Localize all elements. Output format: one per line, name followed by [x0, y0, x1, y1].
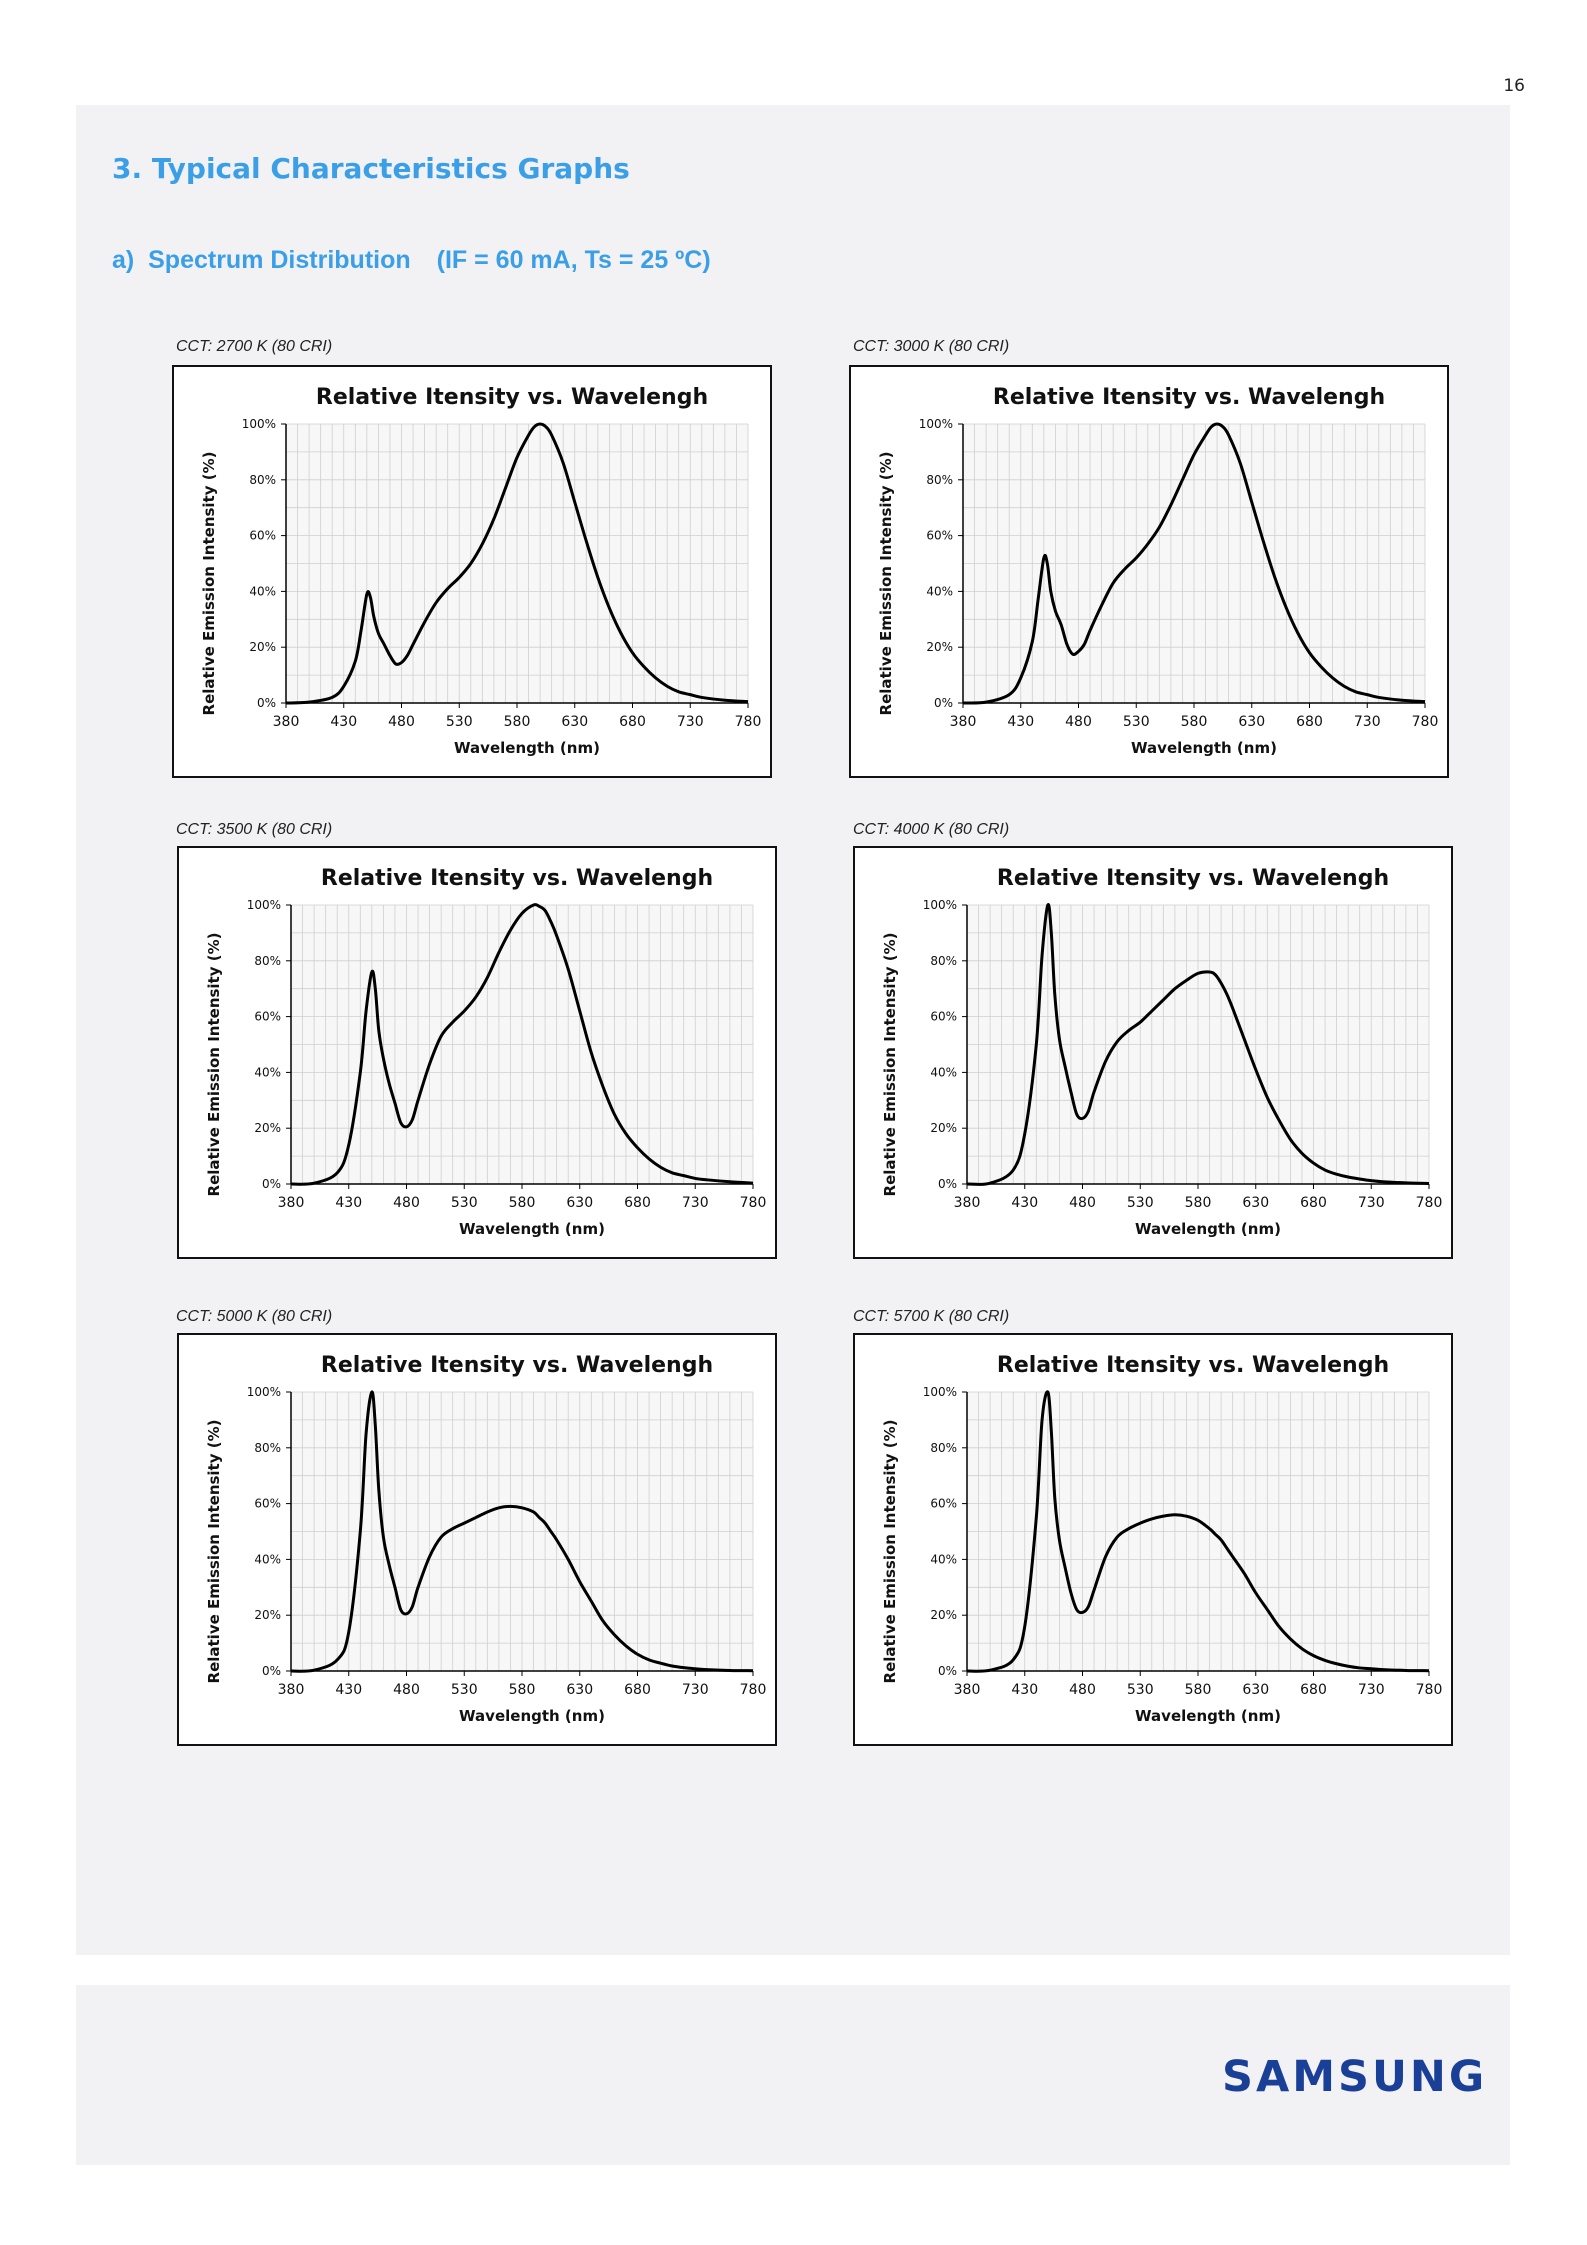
x-tick-label: 480 [1069, 1195, 1096, 1211]
x-tick-label: 580 [1184, 1195, 1212, 1211]
x-tick-label: 780 [1411, 714, 1439, 730]
section-title: 3. Typical Characteristics Graphs [112, 152, 630, 185]
x-tick-label: 530 [450, 1682, 478, 1698]
x-tick-label: 780 [734, 714, 762, 730]
y-axis-label: Relative Emission Intensity (%) [200, 451, 218, 716]
x-tick-label: 380 [272, 714, 300, 730]
x-tick-label: 730 [1353, 714, 1381, 730]
measurement-conditions: (IF = 60 mA, Ts = 25 ºC) [436, 246, 711, 274]
x-tick-label: 680 [1300, 1682, 1327, 1698]
x-tick-label: 630 [1242, 1682, 1270, 1698]
chart-title: Relative Itensity vs. Wavelengh [315, 385, 709, 410]
y-tick-label: 40% [930, 1065, 957, 1080]
x-tick-label: 680 [1300, 1195, 1327, 1211]
chart-caption: CCT: 3500 K (80 CRI) [176, 821, 333, 838]
chart-title: Relative Itensity vs. Wavelengh [320, 866, 714, 891]
x-tick-label: 430 [330, 714, 358, 730]
chart-caption: CCT: 5700 K (80 CRI) [853, 1308, 1010, 1325]
y-tick-label: 80% [254, 1440, 281, 1455]
y-tick-label: 100% [246, 898, 281, 912]
chart-title: Relative Itensity vs. Wavelengh [996, 866, 1390, 891]
x-tick-label: 780 [1415, 1682, 1443, 1698]
y-tick-label: 60% [930, 1009, 957, 1024]
x-tick-label: 380 [953, 1682, 981, 1698]
x-tick-label: 730 [1357, 1195, 1385, 1211]
x-tick-label: 580 [508, 1195, 536, 1211]
x-tick-label: 780 [1415, 1195, 1443, 1211]
x-tick-label: 780 [739, 1682, 767, 1698]
y-tick-label: 80% [926, 472, 953, 487]
x-tick-label: 480 [1065, 714, 1092, 730]
x-axis-label: Wavelength (nm) [1131, 739, 1277, 757]
chart-title: Relative Itensity vs. Wavelengh [996, 1353, 1390, 1378]
chart-svg [179, 1335, 775, 1744]
x-tick-label: 530 [445, 714, 473, 730]
chart-svg [174, 367, 770, 776]
chart-svg [179, 848, 775, 1257]
x-tick-label: 430 [1011, 1682, 1039, 1698]
y-tick-label: 80% [254, 953, 281, 968]
x-tick-label: 430 [1007, 714, 1035, 730]
y-tick-label: 100% [922, 898, 957, 912]
x-tick-label: 480 [393, 1195, 420, 1211]
chart-svg [851, 367, 1447, 776]
chart-caption: CCT: 4000 K (80 CRI) [853, 821, 1010, 838]
x-tick-label: 530 [1126, 1195, 1154, 1211]
y-tick-label: 20% [930, 1608, 957, 1623]
y-tick-label: 40% [930, 1552, 957, 1567]
x-axis-label: Wavelength (nm) [1135, 1220, 1281, 1238]
x-tick-label: 430 [1011, 1195, 1039, 1211]
x-tick-label: 530 [1126, 1682, 1154, 1698]
chart-caption: CCT: 5000 K (80 CRI) [176, 1308, 333, 1325]
x-tick-label: 480 [1069, 1682, 1096, 1698]
x-tick-label: 630 [1238, 714, 1266, 730]
y-tick-label: 60% [254, 1496, 281, 1511]
subsection-label: a) Spectrum Distribution [112, 246, 411, 274]
y-tick-label: 20% [930, 1121, 957, 1136]
y-tick-label: 0% [256, 696, 276, 710]
x-tick-label: 730 [676, 714, 704, 730]
y-tick-label: 60% [930, 1496, 957, 1511]
x-tick-label: 730 [1357, 1682, 1385, 1698]
y-tick-label: 100% [241, 417, 276, 431]
y-axis-label: Relative Emission Intensity (%) [205, 932, 223, 1197]
x-axis-label: Wavelength (nm) [454, 739, 600, 757]
y-tick-label: 100% [246, 1385, 281, 1399]
y-axis-label: Relative Emission Intensity (%) [881, 1419, 899, 1684]
chart-caption: CCT: 2700 K (80 CRI) [176, 338, 333, 355]
x-axis-label: Wavelength (nm) [459, 1220, 605, 1238]
y-tick-label: 0% [937, 1177, 957, 1191]
y-tick-label: 0% [933, 696, 953, 710]
x-axis-label: Wavelength (nm) [459, 1707, 605, 1725]
x-tick-label: 530 [1122, 714, 1150, 730]
x-tick-label: 630 [566, 1195, 594, 1211]
y-tick-label: 0% [261, 1664, 281, 1678]
y-axis-label: Relative Emission Intensity (%) [877, 451, 895, 716]
spectrum-chart [177, 1333, 777, 1746]
y-tick-label: 80% [930, 953, 957, 968]
y-tick-label: 20% [254, 1608, 281, 1623]
x-tick-label: 580 [503, 714, 531, 730]
chart-svg [855, 848, 1451, 1257]
y-tick-label: 40% [254, 1065, 281, 1080]
y-tick-label: 40% [249, 584, 276, 599]
x-tick-label: 630 [566, 1682, 594, 1698]
spectrum-chart [177, 846, 777, 1259]
y-tick-label: 100% [918, 417, 953, 431]
y-tick-label: 0% [937, 1664, 957, 1678]
y-tick-label: 40% [254, 1552, 281, 1567]
x-tick-label: 730 [681, 1682, 709, 1698]
x-tick-label: 580 [1180, 714, 1208, 730]
x-axis-label: Wavelength (nm) [1135, 1707, 1281, 1725]
x-tick-label: 680 [619, 714, 646, 730]
chart-title: Relative Itensity vs. Wavelengh [320, 1353, 714, 1378]
spectrum-chart [853, 846, 1453, 1259]
x-tick-label: 430 [335, 1682, 363, 1698]
chart-svg [855, 1335, 1451, 1744]
y-tick-label: 100% [922, 1385, 957, 1399]
y-tick-label: 80% [930, 1440, 957, 1455]
x-tick-label: 580 [508, 1682, 536, 1698]
x-tick-label: 680 [624, 1195, 651, 1211]
y-tick-label: 0% [261, 1177, 281, 1191]
y-tick-label: 80% [249, 472, 276, 487]
subsection-title [112, 246, 711, 275]
y-tick-label: 60% [249, 528, 276, 543]
x-tick-label: 380 [277, 1682, 305, 1698]
y-axis-label: Relative Emission Intensity (%) [205, 1419, 223, 1684]
x-tick-label: 430 [335, 1195, 363, 1211]
y-tick-label: 60% [926, 528, 953, 543]
x-tick-label: 680 [1296, 714, 1323, 730]
chart-title: Relative Itensity vs. Wavelengh [992, 385, 1386, 410]
x-tick-label: 680 [624, 1682, 651, 1698]
page-number: 16 [1503, 76, 1525, 96]
x-tick-label: 580 [1184, 1682, 1212, 1698]
x-tick-label: 380 [953, 1195, 981, 1211]
x-tick-label: 380 [949, 714, 977, 730]
samsung-logo: SAMSUNG [1222, 2052, 1488, 2102]
chart-caption: CCT: 3000 K (80 CRI) [853, 338, 1010, 355]
x-tick-label: 630 [1242, 1195, 1270, 1211]
x-tick-label: 480 [393, 1682, 420, 1698]
y-axis-label: Relative Emission Intensity (%) [881, 932, 899, 1197]
x-tick-label: 480 [388, 714, 415, 730]
y-tick-label: 60% [254, 1009, 281, 1024]
y-tick-label: 20% [249, 640, 276, 655]
x-tick-label: 730 [681, 1195, 709, 1211]
spectrum-chart [853, 1333, 1453, 1746]
x-tick-label: 630 [561, 714, 589, 730]
y-tick-label: 20% [254, 1121, 281, 1136]
spectrum-chart [849, 365, 1449, 778]
spectrum-chart [172, 365, 772, 778]
x-tick-label: 780 [739, 1195, 767, 1211]
x-tick-label: 530 [450, 1195, 478, 1211]
x-tick-label: 380 [277, 1195, 305, 1211]
y-tick-label: 40% [926, 584, 953, 599]
y-tick-label: 20% [926, 640, 953, 655]
